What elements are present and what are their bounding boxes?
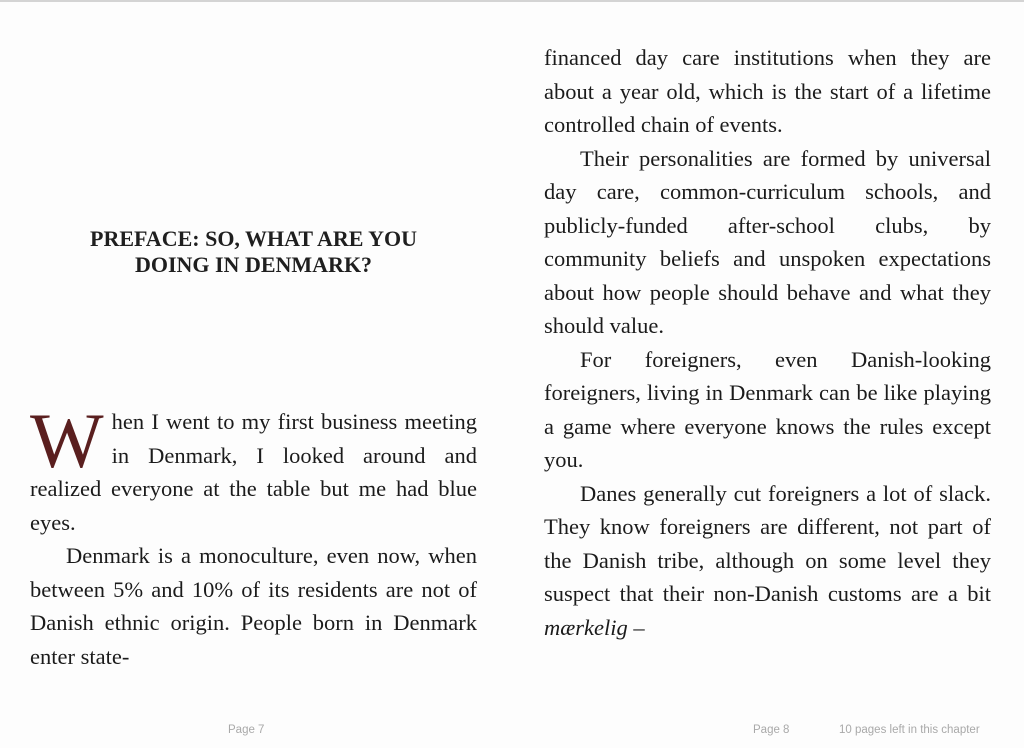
pages-left-indicator: 10 pages left in this chapter <box>839 724 980 736</box>
page-number-left: Page 7 <box>228 724 265 736</box>
page-number-right: Page 8 <box>753 724 790 736</box>
paragraph-text: Danes generally cut foreigners a lot of slack. They know foreigners are different, not part of the Danish tribe, although on some level they suspect that their non-Danish customs are a bit <box>544 480 991 606</box>
chapter-heading-line2: DOING IN DENMARK? <box>134 252 373 277</box>
right-page <box>544 0 991 748</box>
left-page <box>30 0 477 748</box>
paragraph <box>30 397 477 539</box>
paragraph: Denmark is a monoculture, even now, when between 5% and 10% of its residents are not of Danish ethnic origin. People born in Denmark enter state- <box>30 543 477 669</box>
chapter-heading <box>30 226 477 278</box>
paragraph <box>544 477 991 645</box>
left-page-text <box>30 397 477 673</box>
right-page-text <box>544 41 991 644</box>
italic-word: mærkelig <box>544 614 628 640</box>
drop-cap: W <box>30 397 104 484</box>
paragraph: For foreigners, even Danish-looking foreigners, living in Denmark can be like playing a game where everyone knows the rules except you. <box>544 346 991 472</box>
paragraph-text: hen I went to my first business meeting in Denmark, I looked around and realized everyone at the table but me had blue eyes. <box>30 409 477 535</box>
paragraph: financed day care institutions when they are about a year old, which is the start of a lifetime controlled chain of events. <box>544 45 991 137</box>
paragraph: Their personalities are formed by universal day care, common-curriculum schools, and publicly-funded after-school clubs, by community beliefs and unspoken expectations about how people should behave and what they should value. <box>544 145 991 338</box>
em-dash: – <box>633 614 645 640</box>
chapter-heading-line1: PREFACE: SO, WHAT ARE YOU <box>90 226 417 251</box>
